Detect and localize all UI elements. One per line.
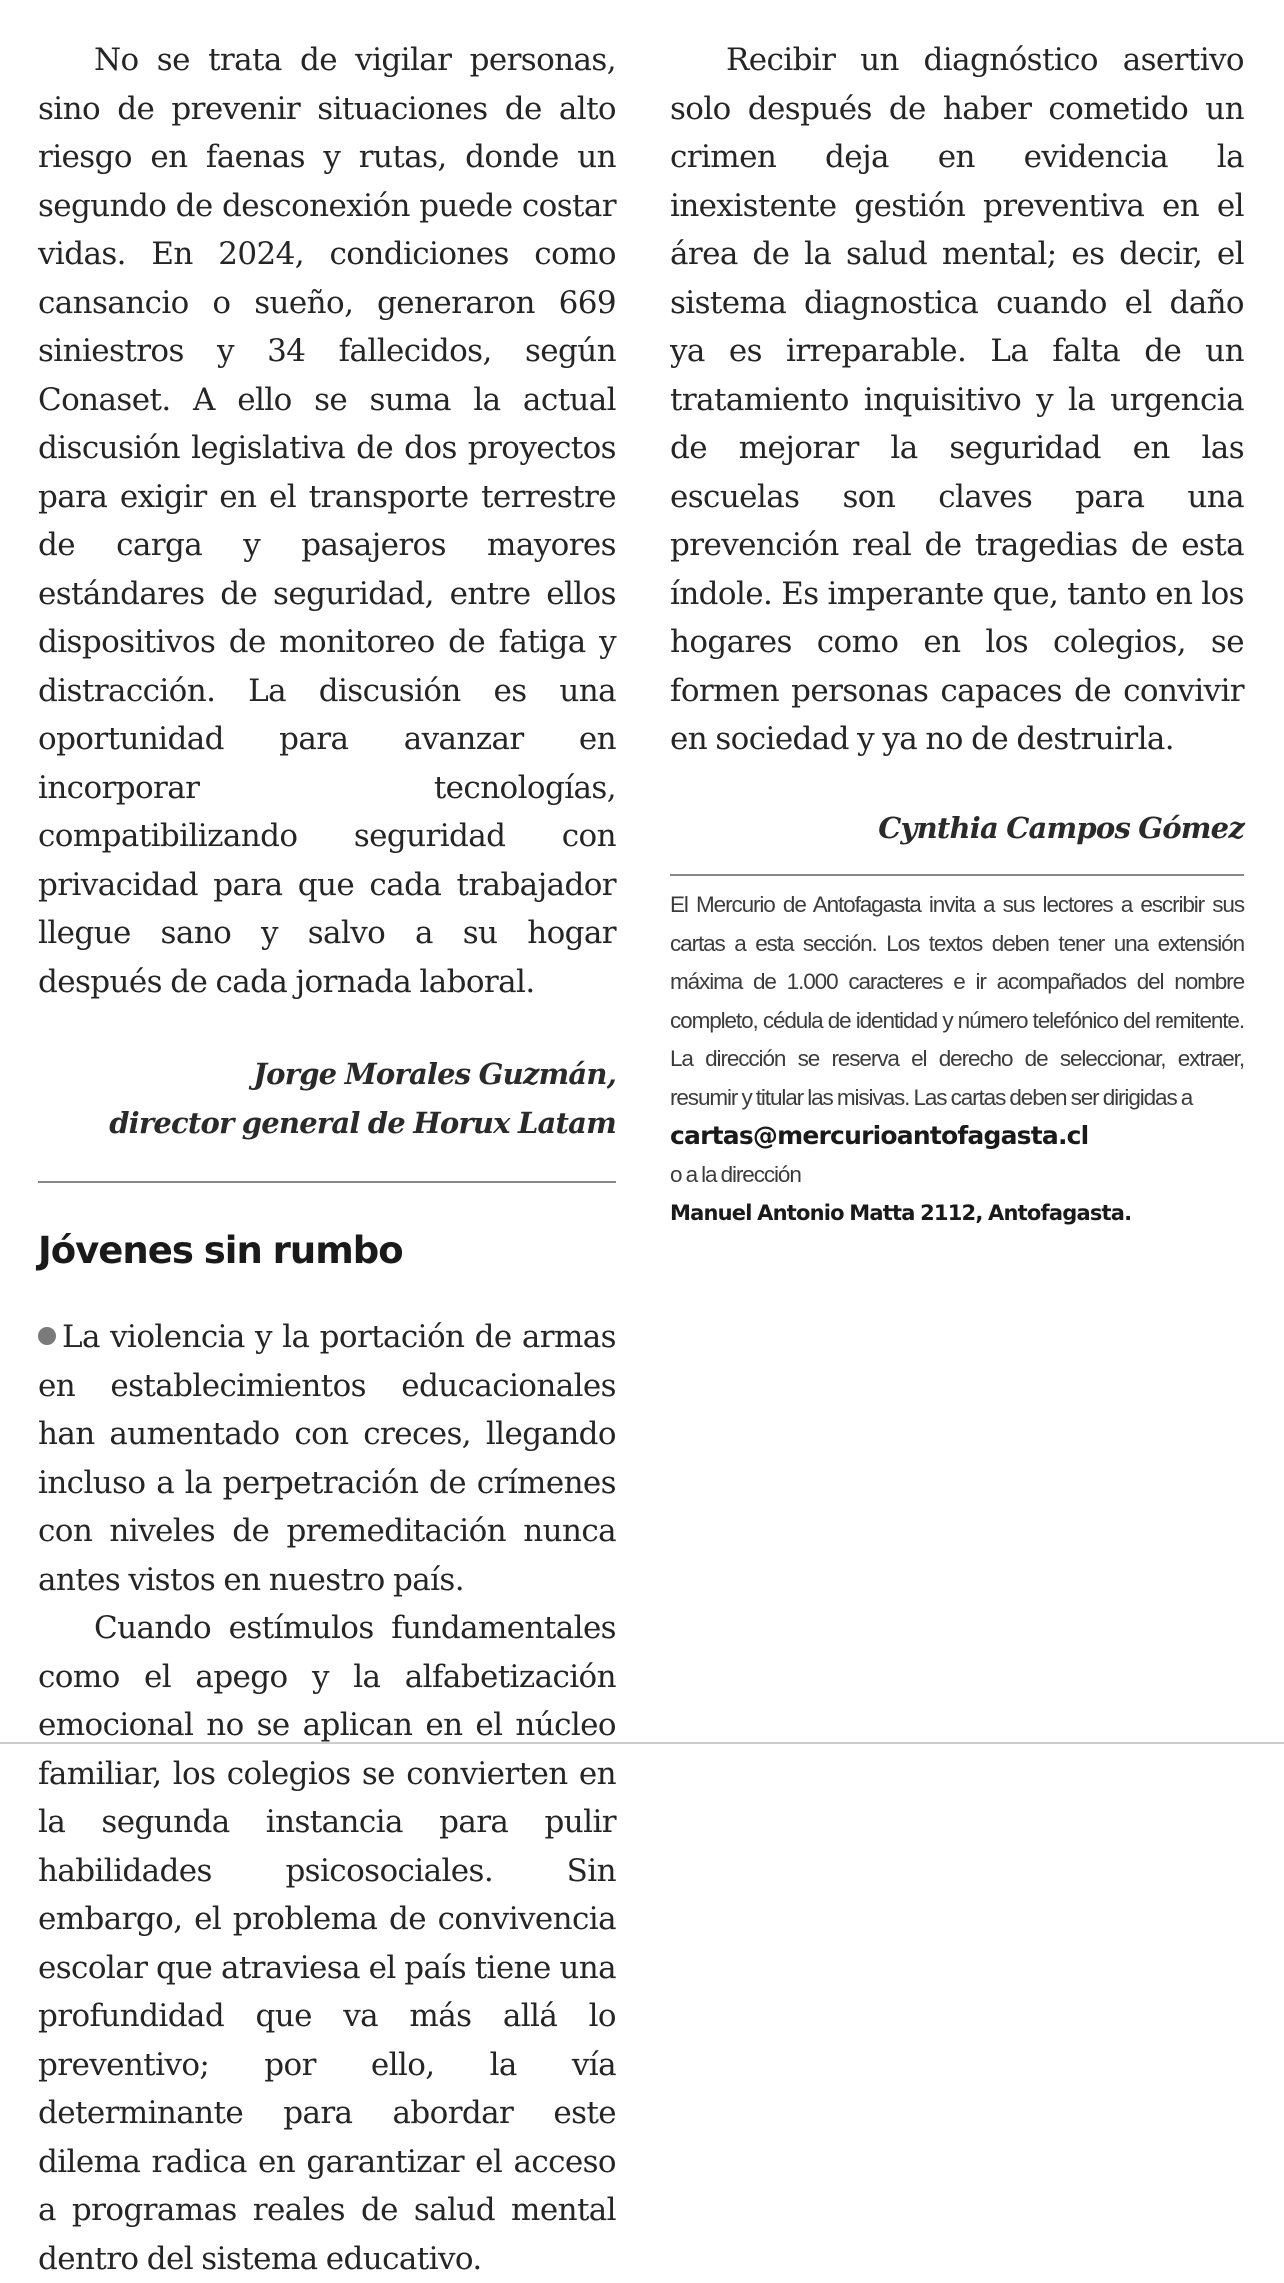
letter1-author-name: Jorge Morales Guzmán, <box>253 1057 616 1091</box>
letter2-author-name: Cynthia Campos Gómez <box>878 810 1244 845</box>
notice-email-link[interactable]: cartas@mercurioantofagasta.cl <box>670 1121 1089 1150</box>
notice-address: Manuel Antonio Matta 2112, Antofagasta. <box>670 1201 1132 1225</box>
letter2-paragraph2-text: Cuando estímulos fundamentales como el apego y la alfabetización emocional no se aplican en el núcleo familiar, los colegios se convierten en la segunda instancia para pulir habilidades psicosociales. Sin embargo, el problema de convivencia escolar que atraviesa el país tiene una profundidad que va más allá lo preventivo; por ello, la vía determinante para abordar este dilema radica en garantizar el acceso a programas reales de salud mental dentro del sistema educativo. <box>38 1610 616 2277</box>
right-column <box>670 36 1244 1233</box>
left-column <box>38 36 616 2277</box>
letter2-paragraph2 <box>38 1604 616 2277</box>
letter2-headline: Jóvenes sin rumbo <box>38 1229 403 1272</box>
notice-text: El Mercurio de Antofagasta invita a sus lectores a escribir sus cartas a esta sección. Los textos deben tener una extensión máxima de 1.000 caracteres e ir acompañados del nombre completo, cédula de identidad y número telefónico del remitente. La dirección se reserva el derecho de seleccionar, extraer, resumir y titular las misivas. Las cartas deben ser dirigidas a <box>670 892 1244 1110</box>
letter1-author-role: director general de Horux Latam <box>109 1105 616 1140</box>
notice-or-address: o a la dirección <box>670 1161 801 1187</box>
letter1-body: No se trata de vigilar personas, sino de prevenir situaciones de alto riesgo en faenas y rutas, donde un segundo de desconexión puede costar vidas. En 2024, condiciones como cansancio o sueño, generaron 669 siniestros y 34 fallecidos, según Conaset. A ello se suma la actual discusión legislativa de dos proyectos para exigir en el transporte terrestre de carga y pasajeros mayores estándares de seguridad, entre ellos dispositivos de monitoreo de fatiga y distracción. La discusión es una oportunidad para avanzar en incorporar tecnologías, compatibilizando seguridad con privacidad para que cada trabajador llegue sano y salvo a su hogar después de cada jornada laboral. <box>38 42 616 1000</box>
letter2-paragraph1-text: La violencia y la portación de armas en establecimientos educacionales han aumentado con creces, llegando incluso a la perpetración de crímenes con niveles de premeditación nunca antes vistos en nuestro país. <box>38 1319 616 1598</box>
letter2-paragraph1 <box>38 1313 616 1604</box>
page-bottom-rule <box>0 1742 1284 1744</box>
bullet-icon <box>38 1327 56 1345</box>
letters-notice <box>670 886 1244 1233</box>
letter2-paragraph3: Recibir un diagnóstico asertivo solo después de haber cometido un crimen deja en evidencia la inexistente gestión preventiva en el área de la salud mental; es decir, el sistema diagnostica cuando el daño ya es irreparable. La falta de un tratamiento inquisitivo y la urgencia de mejorar la seguridad en las escuelas son claves para una prevención real de tragedias de esta índole. Es imperante que, tanto en los hogares como en los colegios, se formen personas capaces de convivir en sociedad y ya no de destruirla. <box>670 42 1244 757</box>
